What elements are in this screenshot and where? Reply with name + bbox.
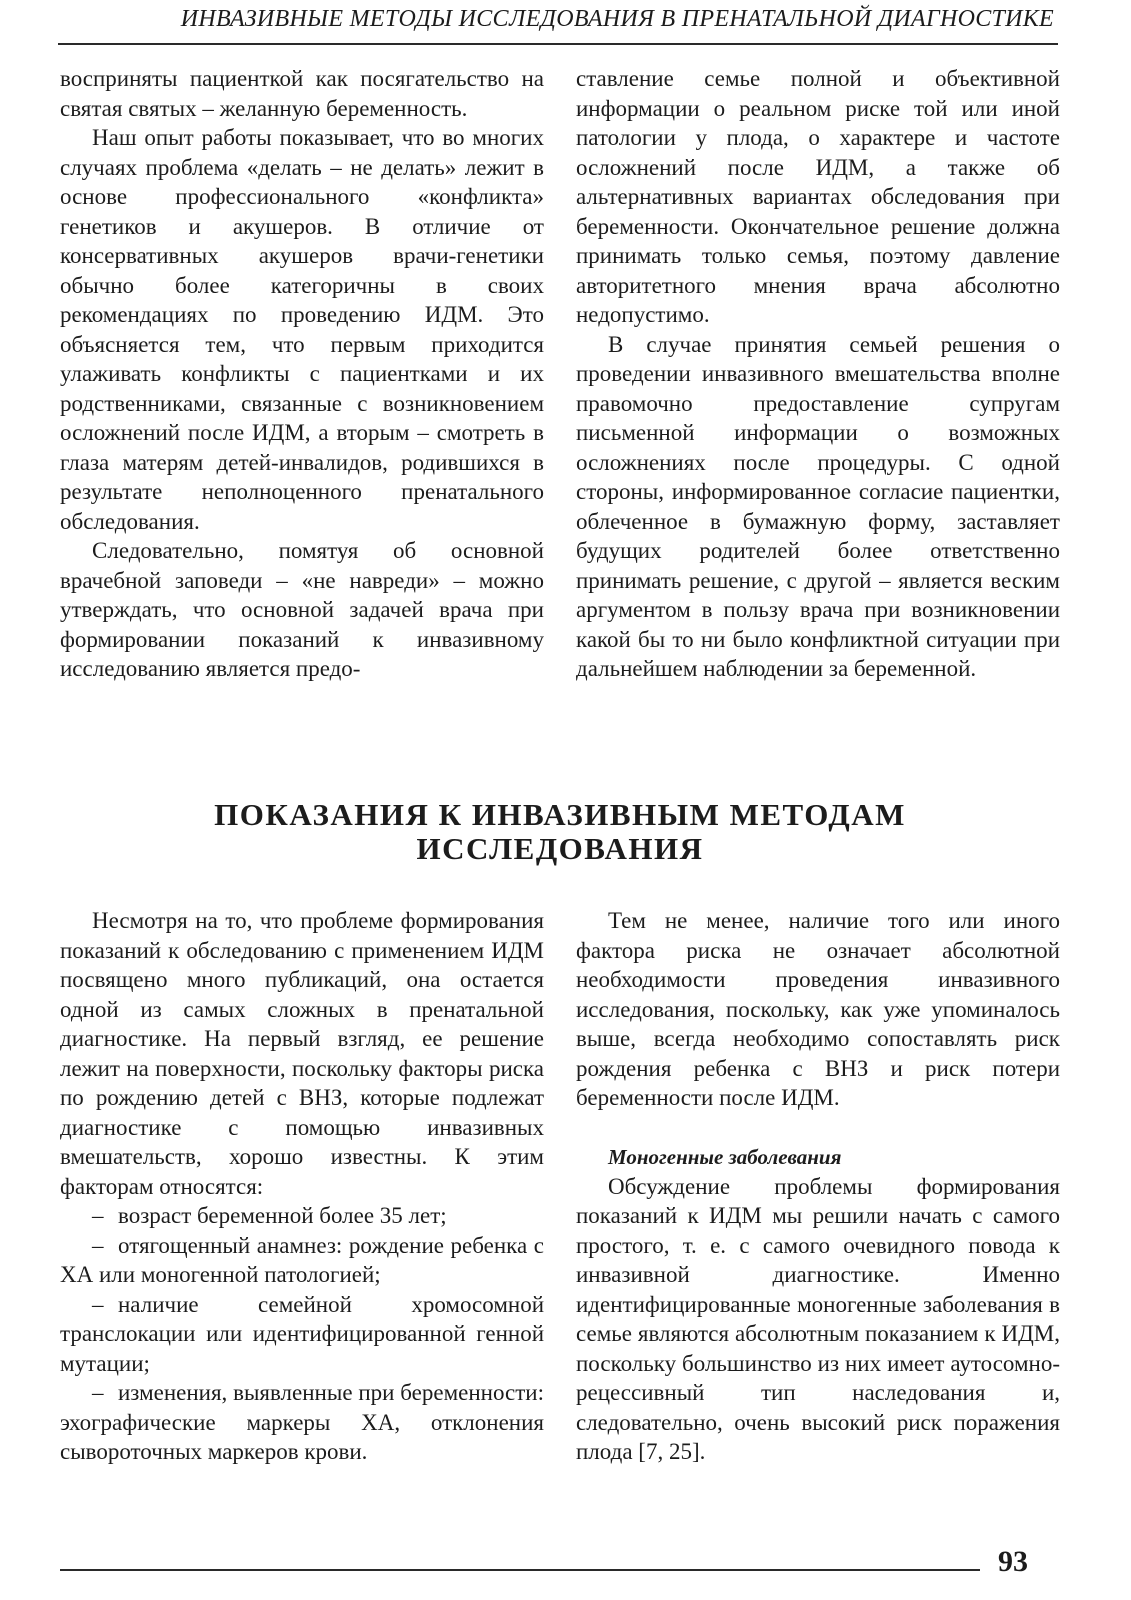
paragraph: Следовательно, помятуя об основной врачебной заповеди – «не навреди» – можно утверждать, что основной задачей врача при формировании показаний к инвазивному исследованию является предо-: [60, 538, 544, 681]
list-item-text: возраст беременной более 35 лет;: [118, 1203, 447, 1228]
top-right-column: [576, 64, 1060, 684]
list-item-text: наличие семейной хромосомной транслокации или идентифицированной генной мутации;: [60, 1291, 544, 1376]
paragraph: Наш опыт работы показывает, что во многих случаях проблема «делать – не делать» лежит в основе профессионального «конфликта» генетиков и акушеров. В отличие от консервативных акушеров врачи-генетики обычно более категоричны в своих рекомендациях по проведению ИДМ. Это объясняется тем, что первым приходится улаживать конфликты с пациентками и их родственниками, связанные с возникновением осложнений после ИДМ, а вторым – смотреть в глаза матерям детей-инвалидов, родившихся в результате неполноценного пренатального обследования.: [60, 125, 544, 534]
paragraph: Несмотря на то, что проблеме формирования показаний к обследованию с применением ИДМ посвящено много публикаций, она остается одной из самых сложных в пренатальной диагностике. На первый взгляд, ее решение лежит на поверхности, поскольку факторы риска по рождению детей с ВНЗ, которые подлежат диагностике с помощью инвазивных вмешательств, хорошо известны. К этим факторам относятся:: [60, 908, 544, 1199]
dash-marker: –: [92, 1232, 104, 1258]
list-item-text: изменения, выявленные при беременности: эхографические маркеры ХА, отклонения сывороточных маркеров крови.: [60, 1380, 544, 1464]
section-heading-line: ИССЛЕДОВАНИЯ: [416, 831, 704, 866]
section-heading-line: ПОКАЗАНИЯ К ИНВАЗИВНЫМ МЕТОДАМ: [214, 797, 906, 832]
top-left-column: [60, 64, 544, 684]
dash-marker: –: [92, 1203, 104, 1228]
page-number: 93: [998, 1545, 1028, 1578]
subsection-heading: Моногенные заболевания: [608, 1144, 842, 1169]
bottom-left-column: [60, 906, 544, 1467]
paragraph: ставление семье полной и объективной информации о реальном риске той или иной патологии у плода, о характере и частоте осложнений после ИДМ, а также об альтернативных вариантах обследования при беременности. Окончательное решение должна принимать только семья, поэтому давление авторитетного мнения врача абсолютно недопустимо.: [576, 66, 1060, 327]
footer-rule: [60, 1569, 980, 1571]
running-title: ИНВАЗИВНЫЕ МЕТОДЫ ИССЛЕДОВАНИЯ В ПРЕНАТАЛЬНОЙ ДИАГНОСТИКЕ: [180, 6, 1054, 32]
list-item: [60, 1231, 544, 1290]
section-heading: [60, 798, 1060, 866]
list-item: [60, 1378, 544, 1467]
paragraph: Тем не менее, наличие того или иного фактора риска не означает абсолютной необходимости проведения инвазивного исследования, поскольку, как уже упоминалось выше, всегда необходимо сопоставлять риск рождения ребенка с ВНЗ и риск потери беременности после ИДМ.: [576, 908, 1060, 1110]
paragraph: В случае принятия семьей решения о проведении инвазивного вмешательства вполне правомочно предоставление супругам письменной информации о возможных осложнениях после процедуры. С одной стороны, информированное согласие пациентки, облеченное в бумажную форму, заставляет будущих родителей более ответственно принимать решение, с другой – является веским аргументом в пользу врача при возникновении какой бы то ни было конфликтной ситуации при дальнейшем наблюдении за беременной.: [576, 331, 1060, 681]
dash-marker: –: [92, 1380, 104, 1405]
list-item-text: отягощенный анамнез: рождение ребенка с ХА или моногенной патологией;: [60, 1232, 544, 1287]
running-header: [58, 0, 1058, 45]
list-item: [60, 1290, 544, 1379]
paragraph: Обсуждение проблемы формирования показаний к ИДМ мы решили начать с самого простого, т. е. с самого очевидного повода к инвазивной диагностике. Именно идентифицированные моногенные заболевания в семье являются абсолютным показанием к ИДМ, поскольку большинство из них имеет аутосомно-рецессивный тип наследования и, следовательно, очень высокий риск поражения плода [7, 25].: [576, 1173, 1060, 1464]
bottom-right-column: [576, 906, 1060, 1467]
paragraph: восприняты пациенткой как посягательство на святая святых – желанную беременность.: [60, 66, 544, 121]
risk-factor-list: [60, 1201, 544, 1467]
list-item: [60, 1201, 544, 1231]
dash-marker: –: [92, 1291, 104, 1317]
